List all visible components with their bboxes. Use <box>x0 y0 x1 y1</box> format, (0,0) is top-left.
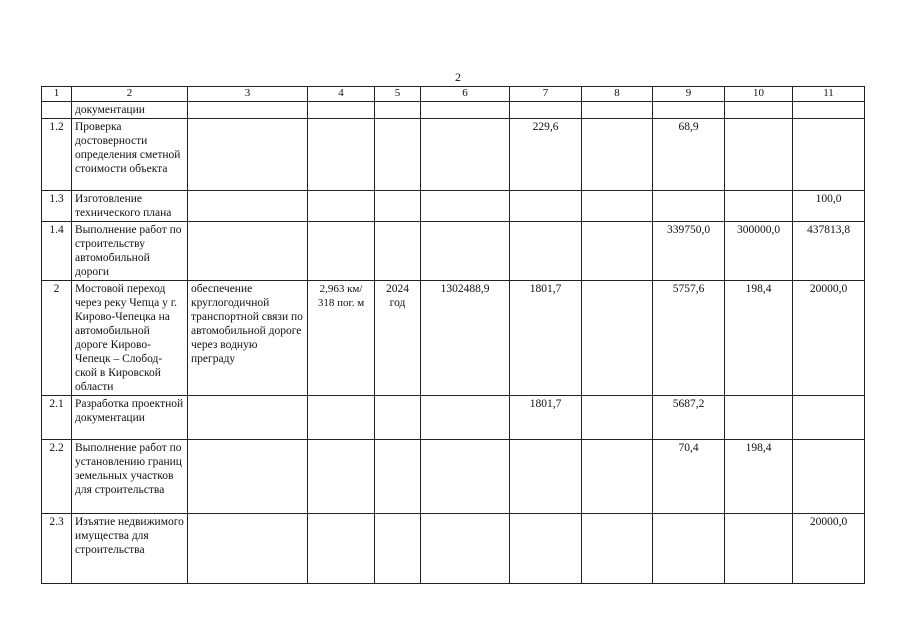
row-description: документации <box>72 102 188 119</box>
row-year: 2024 год <box>375 281 421 396</box>
row-col8 <box>582 119 653 191</box>
row-purpose <box>188 191 308 222</box>
row-year <box>375 191 421 222</box>
row-col10 <box>725 191 793 222</box>
row-number: 2.1 <box>42 396 72 440</box>
row-col10 <box>725 396 793 440</box>
table-row <box>42 191 865 222</box>
row-purpose <box>188 396 308 440</box>
row-col11: 437813,8 <box>793 222 865 281</box>
row-col11 <box>793 440 865 514</box>
row-col8 <box>582 514 653 584</box>
row-number: 1.3 <box>42 191 72 222</box>
row-col8 <box>582 222 653 281</box>
row-cost <box>421 119 510 191</box>
column-header: 2 <box>72 87 188 102</box>
row-col11 <box>793 396 865 440</box>
row-purpose: обеспечение круглогодичной транспортной связи по автомобильной дороге через водную преграду <box>188 281 308 396</box>
row-description: Проверка достоверности определения сметной стоимости объекта <box>72 119 188 191</box>
row-col9: 70,4 <box>653 440 725 514</box>
table-row <box>42 281 865 396</box>
column-header: 6 <box>421 87 510 102</box>
row-number: 1.4 <box>42 222 72 281</box>
row-col10 <box>725 514 793 584</box>
column-header: 8 <box>582 87 653 102</box>
row-col10: 300000,0 <box>725 222 793 281</box>
column-header: 1 <box>42 87 72 102</box>
row-col7: 229,6 <box>510 119 582 191</box>
row-col11 <box>793 119 865 191</box>
row-purpose <box>188 102 308 119</box>
row-year <box>375 222 421 281</box>
row-col8 <box>582 396 653 440</box>
row-description: Выполнение работ по установлению границ земельных участков для строительства <box>72 440 188 514</box>
row-year <box>375 440 421 514</box>
table-row <box>42 514 865 584</box>
table-row <box>42 102 865 119</box>
row-col11: 20000,0 <box>793 514 865 584</box>
row-purpose <box>188 222 308 281</box>
column-header: 10 <box>725 87 793 102</box>
row-col10: 198,4 <box>725 440 793 514</box>
row-purpose <box>188 514 308 584</box>
row-col9: 339750,0 <box>653 222 725 281</box>
row-col7 <box>510 514 582 584</box>
row-purpose <box>188 119 308 191</box>
row-col11: 20000,0 <box>793 281 865 396</box>
header-row <box>42 87 865 102</box>
column-header: 3 <box>188 87 308 102</box>
row-capacity <box>308 102 375 119</box>
row-col11: 100,0 <box>793 191 865 222</box>
row-description: Изъятие недвижимого имущества для строительства <box>72 514 188 584</box>
column-header: 11 <box>793 87 865 102</box>
row-year <box>375 102 421 119</box>
row-col9 <box>653 191 725 222</box>
row-col10 <box>725 119 793 191</box>
row-number: 2.3 <box>42 514 72 584</box>
row-capacity <box>308 222 375 281</box>
funding-table <box>41 86 865 584</box>
column-header: 9 <box>653 87 725 102</box>
row-number: 1.2 <box>42 119 72 191</box>
row-cost: 1302488,9 <box>421 281 510 396</box>
row-capacity <box>308 440 375 514</box>
row-col9: 68,9 <box>653 119 725 191</box>
row-col7: 1801,7 <box>510 281 582 396</box>
table-row <box>42 396 865 440</box>
row-cost <box>421 440 510 514</box>
row-year <box>375 396 421 440</box>
row-col10 <box>725 102 793 119</box>
column-header: 4 <box>308 87 375 102</box>
row-year <box>375 514 421 584</box>
row-number <box>42 102 72 119</box>
row-col8 <box>582 281 653 396</box>
row-col10: 198,4 <box>725 281 793 396</box>
row-col9: 5757,6 <box>653 281 725 396</box>
row-col7 <box>510 191 582 222</box>
row-cost <box>421 222 510 281</box>
row-capacity <box>308 396 375 440</box>
row-number: 2 <box>42 281 72 396</box>
row-col7 <box>510 440 582 514</box>
row-col7 <box>510 222 582 281</box>
row-col11 <box>793 102 865 119</box>
row-description: Выполнение работ по строительству автомобильной дороги <box>72 222 188 281</box>
row-capacity <box>308 514 375 584</box>
row-description: Мостовой переход через реку Чепца у г. Кирово-Чепецка на автомобильной дороге Кирово-Чепецк – Слобод-ской в Кировской области <box>72 281 188 396</box>
row-description: Разработка проектной документации <box>72 396 188 440</box>
row-col7: 1801,7 <box>510 396 582 440</box>
row-capacity <box>308 119 375 191</box>
row-col9 <box>653 102 725 119</box>
row-purpose <box>188 440 308 514</box>
row-cost <box>421 102 510 119</box>
row-cost <box>421 396 510 440</box>
row-col8 <box>582 102 653 119</box>
row-capacity <box>308 191 375 222</box>
row-capacity: 2,963 км/ 318 пог. м <box>308 281 375 396</box>
column-header: 5 <box>375 87 421 102</box>
row-col9: 5687,2 <box>653 396 725 440</box>
row-col7 <box>510 102 582 119</box>
row-year <box>375 119 421 191</box>
row-col9 <box>653 514 725 584</box>
row-cost <box>421 191 510 222</box>
row-number: 2.2 <box>42 440 72 514</box>
page-number: 2 <box>455 70 461 84</box>
column-header: 7 <box>510 87 582 102</box>
row-cost <box>421 514 510 584</box>
table-row <box>42 119 865 191</box>
row-description: Изготовление технического плана <box>72 191 188 222</box>
table-row <box>42 222 865 281</box>
row-col8 <box>582 440 653 514</box>
table-row <box>42 440 865 514</box>
row-col8 <box>582 191 653 222</box>
